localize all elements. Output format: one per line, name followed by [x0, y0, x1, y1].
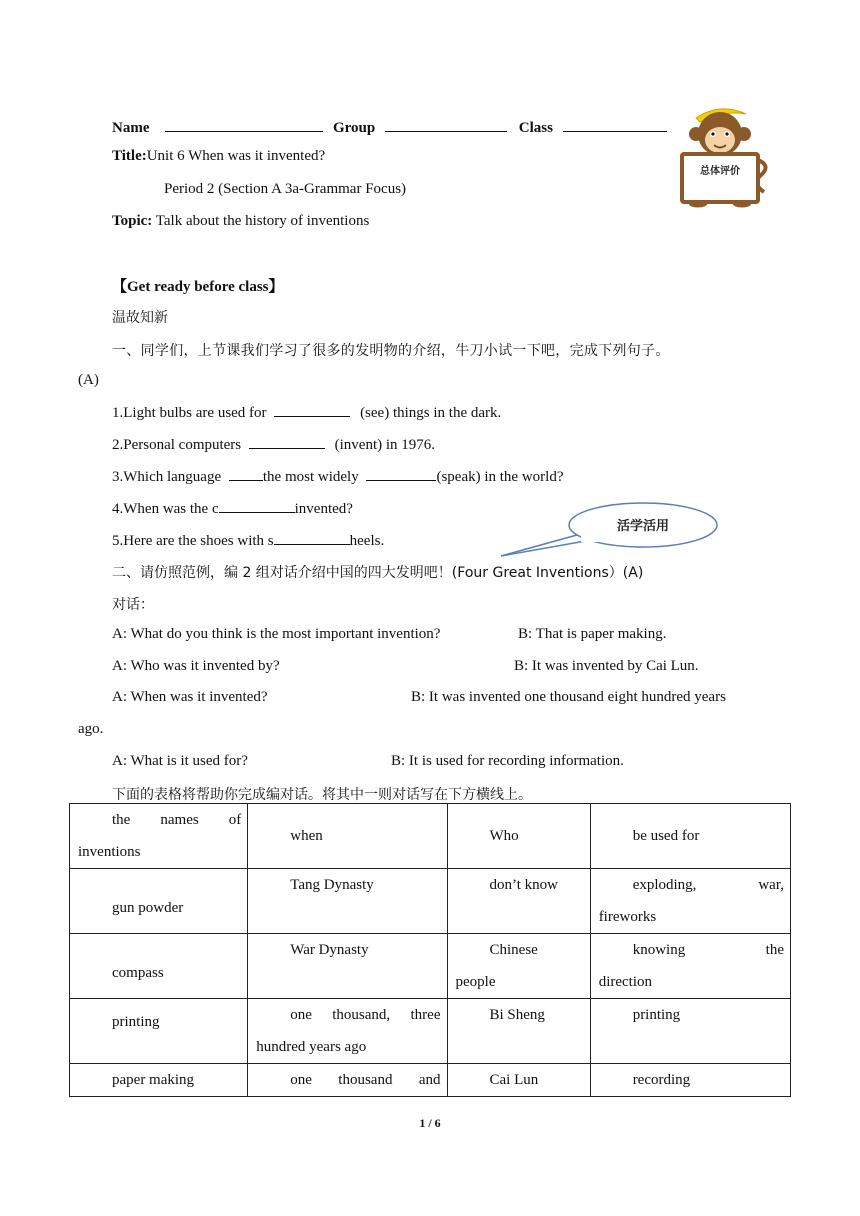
exercise-text: 4.When was the c: [112, 501, 219, 517]
cell-who: [447, 934, 590, 999]
header-names-line1: the names of: [112, 812, 242, 828]
invention-name: paper making: [112, 1072, 195, 1088]
topic-value: Talk about the history of inventions: [155, 213, 370, 229]
exercise-text: 1.Light bulbs are used for: [112, 405, 267, 421]
use-text-line1: exploding, war,: [632, 877, 784, 893]
exercise-text: 5.Here are the shoes with s: [112, 533, 274, 549]
header-who: Who: [489, 828, 519, 844]
use-text-line2: direction: [598, 974, 653, 990]
monkey-evaluation-badge: [668, 100, 774, 208]
exercise-1: [112, 403, 501, 422]
header-cell-use: [590, 804, 790, 869]
cell-name: [70, 999, 248, 1064]
table-row: [70, 869, 791, 934]
who-text: Bi Sheng: [489, 1007, 545, 1023]
exercise-4: [112, 499, 353, 518]
invention-name: gun powder: [112, 900, 184, 916]
exercise-text: (invent) in 1976.: [334, 437, 436, 453]
exercise-text: invented?: [294, 501, 353, 517]
exercise-3-blank-1[interactable]: [229, 467, 263, 481]
cell-who: [447, 999, 590, 1064]
dialogue-a-3: A: When was it invented?: [112, 689, 268, 705]
name-blank[interactable]: [165, 117, 323, 132]
who-text-line1: Chinese: [489, 942, 538, 958]
when-text-line2: hundred years ago: [256, 1039, 367, 1055]
title-value: Unit 6 When was it invented?: [146, 148, 326, 164]
when-text: one thousand and: [290, 1072, 441, 1088]
table-row: [70, 999, 791, 1064]
use-text-line2: fireworks: [598, 909, 657, 925]
cell-when: [248, 1064, 447, 1097]
exercise-text: (speak) in the world?: [436, 469, 564, 485]
task2-instruction: 二、请仿照范例，编 2 组对话介绍中国的四大发明吧！(Four Great Inventions）(A): [112, 565, 644, 581]
dialogue-b-3-cont: ago.: [78, 721, 104, 737]
use-text: recording: [632, 1072, 691, 1088]
exercise-text: the most widely: [262, 469, 359, 485]
dialogue-a-1: A: What do you think is the most important invention?: [112, 626, 441, 642]
cell-when: [248, 869, 447, 934]
topic-label: Topic:: [112, 213, 153, 229]
when-text-line1: one thousand, three: [290, 1007, 441, 1023]
speech-bubble-shape: [495, 500, 727, 560]
name-label: Name: [112, 120, 150, 136]
exercise-4-blank[interactable]: [219, 499, 295, 513]
monkey-icon: [668, 100, 774, 208]
cell-who: [447, 1064, 590, 1097]
exercise-text: 3.Which language: [112, 469, 222, 485]
cell-when: [248, 999, 447, 1064]
exercise-text: 2.Personal computers: [112, 437, 242, 453]
exercise-2: [112, 435, 435, 454]
page-number: 1 / 6: [419, 1116, 441, 1130]
task1-instruction: 一、同学们，上节课我们学习了很多的发明物的介绍，牛刀小试一下吧，完成下列句子。: [112, 343, 670, 359]
dialogue-label: 对话：: [112, 597, 154, 613]
class-blank[interactable]: [563, 117, 667, 132]
exercise-5: [112, 531, 384, 550]
table-header-row: [70, 804, 791, 869]
who-text: Cai Lun: [489, 1072, 539, 1088]
class-label: Class: [518, 120, 553, 136]
period-line: Period 2 (Section A 3a-Grammar Focus): [164, 181, 407, 197]
cell-use: [590, 869, 790, 934]
bubble-text: 活学活用: [616, 519, 670, 534]
table-row: [70, 934, 791, 999]
header-cell-who: [447, 804, 590, 869]
use-text: printing: [632, 1007, 681, 1023]
who-text-line2: people: [455, 974, 496, 990]
header-use: be used for: [632, 828, 700, 844]
badge-text: 总体评价: [700, 166, 740, 177]
cell-use: [590, 999, 790, 1064]
review-label: 温故知新: [112, 310, 168, 326]
header-when: when: [290, 828, 323, 844]
section-heading: 【Get ready before class】: [112, 279, 284, 295]
dialogue-b-2: B: It was invented by Cai Lun.: [514, 658, 699, 674]
speech-bubble: [495, 500, 727, 560]
group-blank[interactable]: [385, 117, 507, 132]
topic-line: [112, 213, 369, 230]
title-label: Title:: [112, 148, 147, 164]
cell-name: [70, 1064, 248, 1097]
when-text: War Dynasty: [290, 942, 369, 958]
dialogue-b-3: B: It was invented one thousand eight hundred years: [411, 689, 726, 705]
invention-name: printing: [112, 1014, 160, 1030]
dialogue-a-2: A: Who was it invented by?: [112, 658, 280, 674]
exercise-1-blank[interactable]: [274, 403, 350, 417]
table-row: [70, 1064, 791, 1097]
cell-who: [447, 869, 590, 934]
exercise-3: [112, 467, 564, 486]
cell-name: [70, 934, 248, 999]
header-cell-names: [70, 804, 248, 869]
cell-use: [590, 934, 790, 999]
cell-when: [248, 934, 447, 999]
cell-use: [590, 1064, 790, 1097]
dialogue-b-1: B: That is paper making.: [518, 626, 667, 642]
inventions-table: [69, 803, 791, 1097]
group-label: Group: [333, 120, 376, 136]
exercise-text: (see) things in the dark.: [360, 405, 502, 421]
exercise-3-blank-2[interactable]: [366, 467, 436, 481]
invention-name: compass: [112, 965, 164, 981]
header-cell-when: [248, 804, 447, 869]
table-intro: 下面的表格将帮助你完成编对话。将其中一则对话写在下方横线上。: [112, 787, 532, 803]
title-line: [112, 148, 325, 165]
exercise-5-blank[interactable]: [274, 531, 350, 545]
dialogue-b-4: B: It is used for recording information.: [391, 753, 624, 769]
exercise-2-blank[interactable]: [249, 435, 325, 449]
dialogue-a-4: A: What is it used for?: [112, 753, 248, 769]
header-names-line2: inventions: [78, 844, 141, 860]
name-group-class-line: [112, 117, 667, 137]
use-text-line1: knowing the: [632, 942, 784, 958]
when-text: Tang Dynasty: [290, 877, 374, 893]
exercise-text: heels.: [349, 533, 385, 549]
cell-name: [70, 869, 248, 934]
who-text: don’t know: [489, 877, 558, 893]
task1-instruction-cont: (A): [78, 372, 99, 388]
